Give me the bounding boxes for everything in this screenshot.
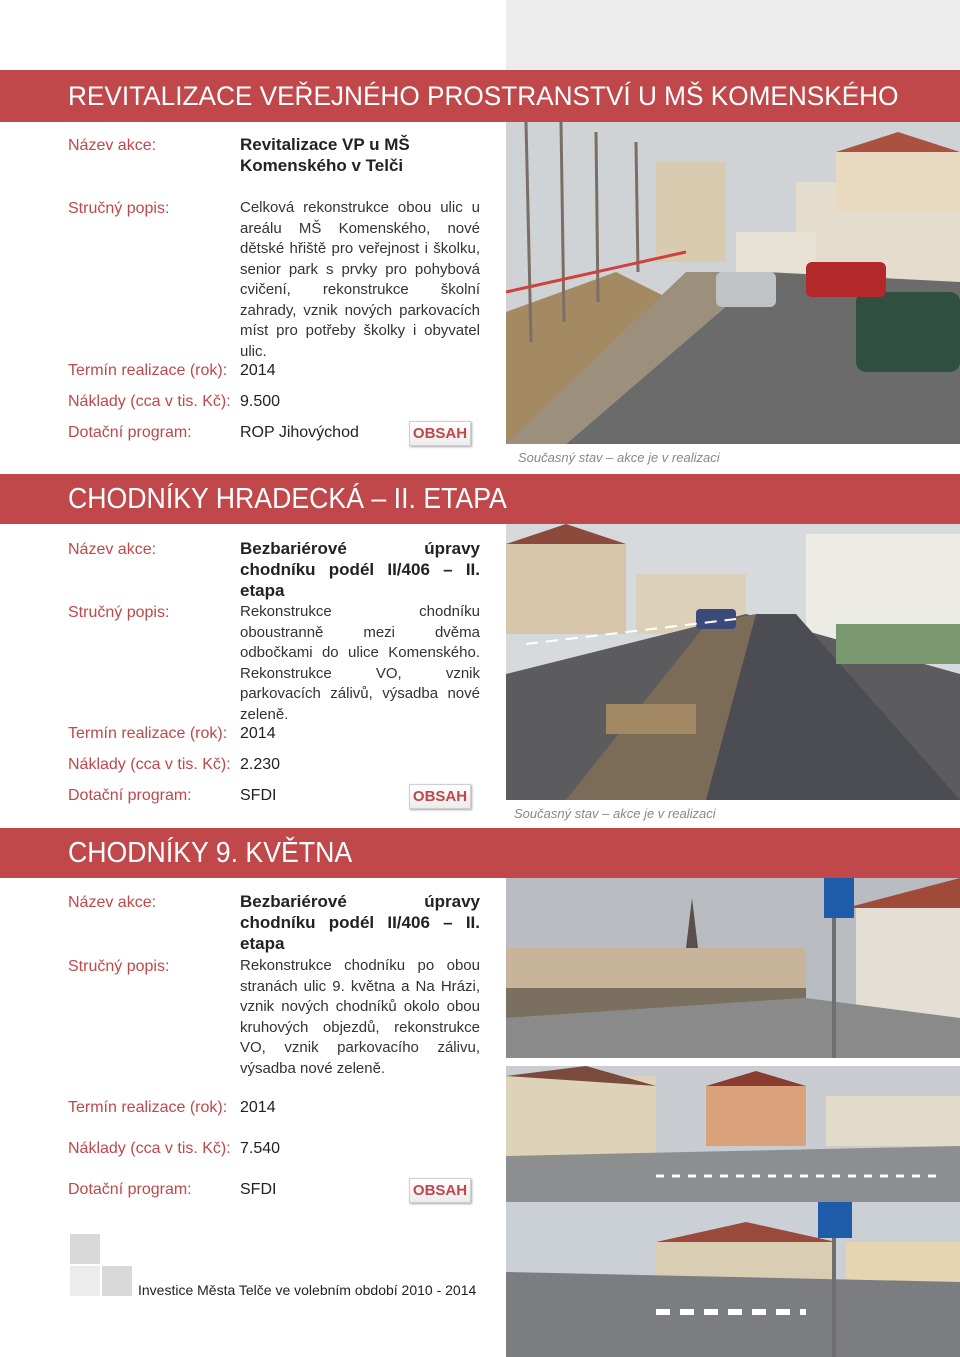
photo-street-parking: [506, 122, 960, 444]
cost-label: Náklady (cca v tis. Kč):: [68, 1140, 231, 1157]
term-label: Termín realizace (rok):: [68, 725, 228, 742]
description-label: Stručný popis:: [68, 200, 170, 217]
program-value: SFDI: [240, 1181, 277, 1198]
action-description: Celková rekonstrukce obou ulic u areálu MŠ Komenského, nové dětské hřiště pro veřejnost i školku, senior park s prvky pro pohybová cvičení, rekonstrukce školní zahrady, vznik nových parkovacích míst pro potřeby školky i obyvatel ulic.: [240, 199, 480, 360]
cost-label: Náklady (cca v tis. Kč):: [68, 756, 231, 773]
photo-9-kvetna-street: [506, 1066, 960, 1202]
description-label: Stručný popis:: [68, 958, 170, 975]
action-name: Bezbariérové úpravy chodníku podél II/406 – II. etapa: [240, 892, 480, 953]
action-name: Revitalizace VP u MŠ Komenského v Telči: [240, 135, 410, 175]
term-value: 2014: [240, 362, 276, 379]
photo-caption: Současný stav – akce je v realizaci: [514, 806, 716, 821]
cost-label: Náklady (cca v tis. Kč):: [68, 393, 231, 410]
photo-caption: Současný stav – akce je v realizaci: [518, 450, 720, 465]
term-label: Termín realizace (rok):: [68, 362, 228, 379]
section-3-header: [0, 828, 960, 878]
section-1-header: [0, 70, 960, 122]
section-2-title: CHODNÍKY HRADECKÁ – II. ETAPA: [68, 483, 507, 515]
name-label: Název akce:: [68, 541, 157, 558]
corner-decoration: [506, 0, 960, 70]
photo-9-kvetna-town-view: [506, 878, 960, 1058]
term-value: 2014: [240, 725, 276, 742]
footer-text: Investice Města Telče ve volebním období 2010 - 2014: [138, 1282, 477, 1298]
cost-value: 7.540: [240, 1140, 281, 1157]
action-name: Bezbariérové úpravy chodníku podél II/406 – II. etapa: [240, 539, 480, 600]
cost-value: 2.230: [240, 756, 281, 773]
name-label: Název akce:: [68, 137, 157, 154]
program-value: ROP Jihovýchod: [240, 424, 359, 441]
action-description: Rekonstrukce chodníku oboustranně mezi dvěma odbočkami do ulice Komenského. Rekonstrukce VO, vznik parkovacích zálivů, výsadba nové zeleně.: [240, 603, 480, 723]
term-label: Termín realizace (rok):: [68, 1099, 228, 1116]
decorative-square: [70, 1234, 100, 1264]
name-label: Název akce:: [68, 894, 157, 911]
decorative-square: [70, 1266, 100, 1296]
cost-value: 9.500: [240, 393, 281, 410]
obsah-button[interactable]: OBSAH: [409, 1178, 471, 1203]
program-label: Dotační program:: [68, 1181, 192, 1198]
photo-sidewalk-hradecka: [506, 524, 960, 800]
section-2-header: [0, 474, 960, 524]
term-value: 2014: [240, 1099, 276, 1116]
section-1-title: REVITALIZACE VEŘEJNÉHO PROSTRANSTVÍ U MŠ KOMENSKÉHO: [68, 81, 899, 111]
program-value: SFDI: [240, 787, 277, 804]
decorative-square: [102, 1266, 132, 1296]
action-description: Rekonstrukce chodníku po obou stranách ulic 9. května a Na Hrázi, vznik nových chodníků okolo obou kruhových objezdů, rekonstrukce VO, vznik parkovacího zálivu, výsadba nové zeleně.: [240, 957, 480, 1077]
photo-roundabout: [506, 1202, 960, 1357]
program-label: Dotační program:: [68, 787, 192, 804]
description-label: Stručný popis:: [68, 604, 170, 621]
section-3-title: CHODNÍKY 9. KVĚTNA: [68, 837, 353, 869]
obsah-button[interactable]: OBSAH: [409, 421, 471, 446]
program-label: Dotační program:: [68, 424, 192, 441]
obsah-button[interactable]: OBSAH: [409, 784, 471, 809]
